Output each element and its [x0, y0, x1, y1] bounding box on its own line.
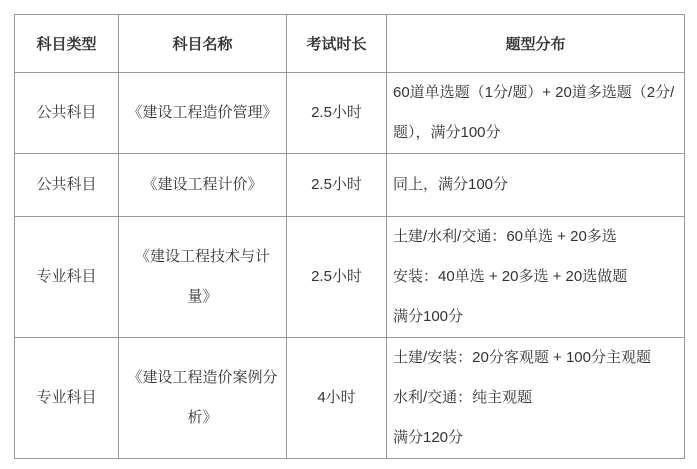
exam-duration-cell: 2.5小时: [287, 73, 387, 154]
distribution-line: 满分120分: [393, 429, 464, 446]
subject-name-cell: 《建设工程技术与计量》: [119, 217, 287, 338]
header-subject-type: 科目类型: [15, 15, 119, 73]
subject-type-cell: 专业科目: [15, 217, 119, 338]
subject-name-cell: 《建设工程计价》: [119, 154, 287, 217]
question-distribution-cell: [387, 338, 685, 459]
distribution-line: 满分100分: [393, 308, 464, 325]
table-header-row: [15, 15, 685, 73]
header-exam-duration: 考试时长: [287, 15, 387, 73]
subject-name-cell: 《建设工程造价案例分析》: [119, 338, 287, 459]
question-distribution-cell: [387, 154, 685, 217]
exam-subjects-table: [14, 14, 685, 459]
exam-duration-cell: 2.5小时: [287, 154, 387, 217]
question-distribution-cell: [387, 73, 685, 154]
exam-duration-cell: 4小时: [287, 338, 387, 459]
table-row: [15, 217, 685, 338]
distribution-line: 60道单选题（1分/题）+ 20道多选题（2分/题），满分100分: [393, 84, 675, 141]
subject-type-cell: 专业科目: [15, 338, 119, 459]
distribution-line: 安装：40单选 + 20多选 + 20选做题: [393, 268, 628, 285]
question-distribution-cell: [387, 217, 685, 338]
subject-type-cell: 公共科目: [15, 73, 119, 154]
header-subject-name: 科目名称: [119, 15, 287, 73]
subject-type-cell: 公共科目: [15, 154, 119, 217]
exam-duration-cell: 2.5小时: [287, 217, 387, 338]
distribution-line: 同上，满分100分: [393, 176, 509, 193]
subject-name-cell: 《建设工程造价管理》: [119, 73, 287, 154]
table-row: [15, 73, 685, 154]
table-row: [15, 154, 685, 217]
distribution-line: 水利/交通：纯主观题: [393, 389, 533, 406]
distribution-line: 土建/水利/交通：60单选 + 20多选: [393, 228, 617, 245]
header-question-distribution: 题型分布: [387, 15, 685, 73]
distribution-line: 土建/安装：20分客观题 + 100分主观题: [393, 349, 651, 366]
table-row: [15, 338, 685, 459]
